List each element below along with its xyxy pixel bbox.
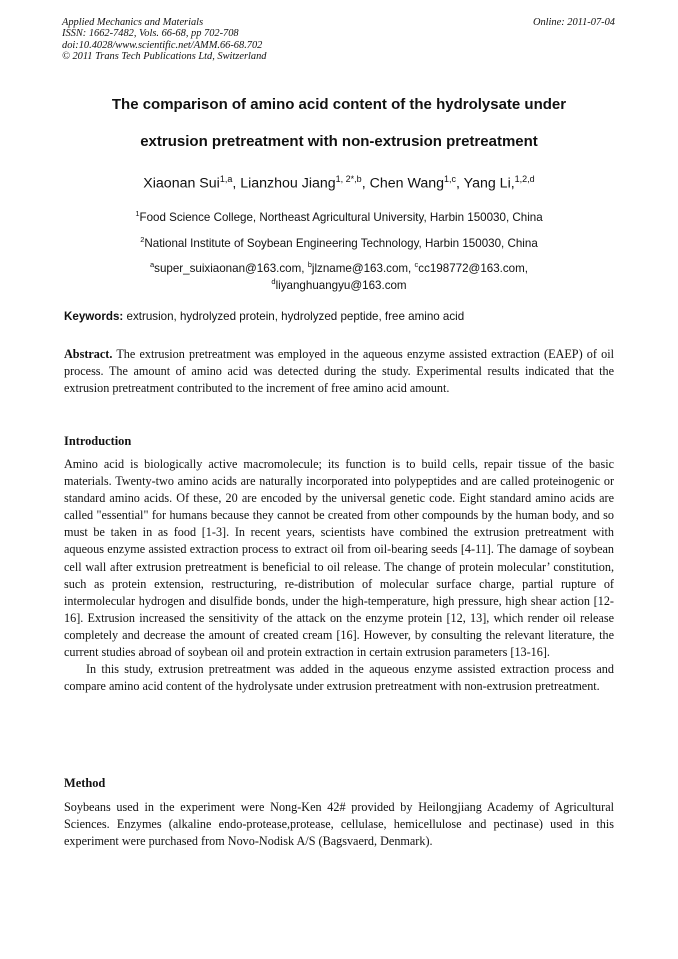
author-sup: 1,2,d — [514, 174, 535, 184]
introduction-heading: Introduction — [64, 434, 132, 448]
paper-title-line-1: The comparison of amino acid content of the hydrolysate under — [111, 96, 567, 113]
keywords-label: Keywords: — [64, 310, 124, 323]
author-separator: , — [361, 175, 370, 192]
email-b[interactable]: jlzname@163.com, — [311, 261, 415, 275]
affiliation-sup: 2 — [140, 235, 145, 244]
email-sup: c — [414, 260, 419, 269]
paper-title-line-2: extrusion pretreatment with non-extrusion pretreatment — [140, 133, 538, 150]
affiliation-sup: 1 — [135, 209, 140, 218]
author-name: Yang Li, — [463, 175, 515, 192]
author-separator: , — [232, 175, 241, 192]
method-heading: Method — [64, 776, 106, 790]
author-sup: 1,c — [444, 174, 457, 184]
email-sup: b — [307, 260, 312, 269]
intro-paragraph-2: In this study, extrusion pretreatment was added in the aqueous enzyme assisted extraction process and compare amino acid content of the hydrolysate under extrusion pretreatment with non-extrusion pretreatment. — [64, 662, 614, 694]
email-c[interactable]: cc198772@163.com, — [418, 261, 529, 275]
intro-paragraph-1: Amino acid is biologically active macromolecule; its function is to build cells, repair tissue of the basic materials. Twenty-two amino acids are naturally incorporated into polypeptides and are called proteinogenic or standard amino acids. Of these, 20 are encoded by the universal genetic code. Eight standard amino acids are called "essential" for humans because they cannot be created from other compounds by the human body, and so must be taken in as food [1-3]. In recent years, scientists have combined the extrusion pretreatment with aqueous enzyme assisted extraction process to extract oil from oil-bearing seeds [4-11]. The damage of soybean cell wall after extrusion pretreatment is beneficial to oil release. The change of protein molecular’ constitution, such as protein extension, restructuring, re-distribution of molecular surface charge, partial rupture of intermolecular hydrogen and disulfide bonds, under the high-temperature, high pressure, high shear action [12-16]. Extrusion increased the sensitivity of the attack on the enzyme protein [12, 13], which render oil release completely and decrease the amount of created cream [16]. However, by consulting the relevant literature, the current studies abroad of soybean oil and protein extraction in certain extrusion parameters [13-16]. — [64, 457, 614, 660]
email-line-2 — [40, 277, 638, 292]
introduction-body — [64, 456, 614, 695]
author-list — [40, 174, 638, 192]
email-d[interactable]: liyanghuangyu@163.com — [275, 278, 407, 292]
keywords — [64, 310, 464, 323]
author-sup: 1, 2*,b — [335, 174, 362, 184]
affiliation-2 — [40, 235, 638, 250]
abstract — [64, 346, 614, 397]
author-name: Lianzhou Jiang — [240, 175, 336, 192]
affiliation-text: National Institute of Soybean Engineering Technology, Harbin 150030, China — [144, 236, 538, 250]
doi-line: doi:10.4028/www.scientific.net/AMM.66-68.702 — [62, 39, 263, 51]
affiliation-text: Food Science College, Northeast Agricultural University, Harbin 150030, China — [139, 210, 543, 224]
abstract-label: Abstract. — [64, 347, 113, 361]
email-sup: a — [149, 260, 155, 269]
method-paragraph-1: Soybeans used in the experiment were Nong-Ken 42# provided by Heilongjiang Academy of Agricultural Sciences. Enzymes (alkaline endo-protease,protease, cellulase, hemicellulose and pectinase) used in this experiment were purchased from Novo-Nodisk A/S (Bagsvaerd, Denmark). — [64, 800, 614, 849]
journal-name: Applied Mechanics and Materials — [62, 17, 204, 28]
author-name: Chen Wang — [369, 175, 444, 192]
affiliation-1 — [40, 209, 638, 224]
method-body — [64, 799, 614, 850]
email-line-1 — [40, 260, 638, 275]
author-separator: , — [456, 175, 464, 192]
journal-header — [62, 17, 266, 63]
copyright-line: © 2011 Trans Tech Publications Ltd, Switzerland — [62, 51, 267, 63]
email-sup: d — [271, 277, 276, 286]
email-a[interactable]: super_suixiaonan@163.com, — [154, 261, 308, 275]
author-name: Xiaonan Sui — [143, 175, 220, 192]
issn-line: ISSN: 1662-7482, Vols. 66-68, pp 702-708 — [62, 28, 239, 40]
keywords-text: extrusion, hydrolyzed protein, hydrolyzed peptide, free amino acid — [123, 310, 465, 323]
abstract-text: The extrusion pretreatment was employed in the aqueous enzyme assisted extraction (EAEP) of oil process. The amount of amino acid was detected during the study. Experimental results indicated that the extrusion pretreatment contributed to the increment of free amino acid amount. — [64, 347, 614, 396]
online-date: Online: 2011-07-04 — [532, 17, 615, 28]
author-sup: 1,a — [219, 174, 233, 184]
